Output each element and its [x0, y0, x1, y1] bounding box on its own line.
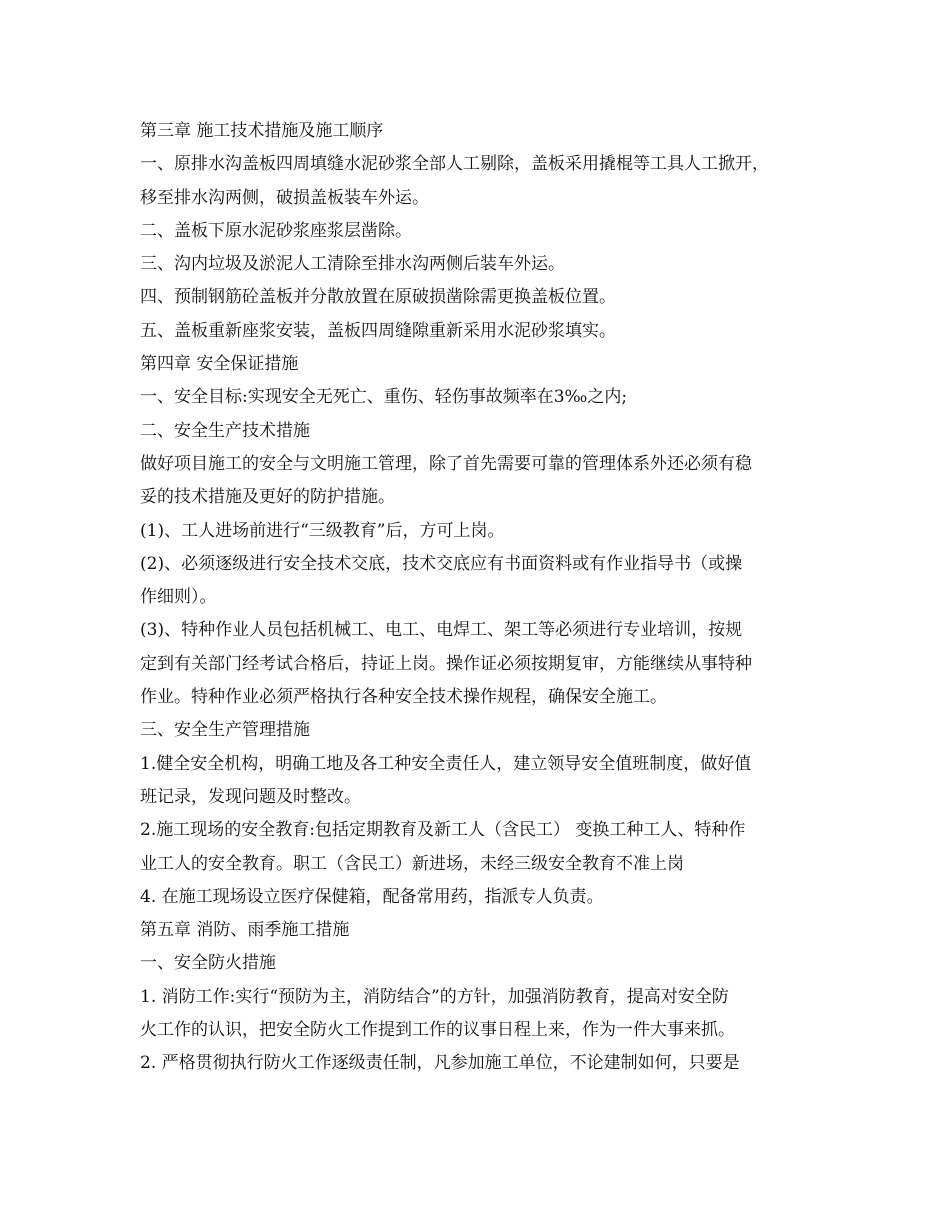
text-line: 作细则）。 — [140, 587, 217, 608]
text-line: 火工作的认识，把安全防火工作提到工作的议事日程上来，作为一件大事来抓。 — [140, 1020, 735, 1041]
text-line: 二、盖板下原水泥砂浆座浆层凿除。 — [140, 220, 412, 241]
text-line: 1. 消防工作:实行“预防为主，消防结合”的方针，加强消防教育，提高对安全防 — [140, 986, 729, 1007]
text-line: 2. 严格贯彻执行防火工作逐级责任制，凡参加施工单位，不论建制如何，只要是 — [140, 1053, 740, 1074]
text-line: 4. 在施工现场设立医疗保健箱，配备常用药，指派专人负责。 — [140, 886, 604, 907]
text-line: 妥的技术措施及更好的防护措施。 — [140, 487, 395, 508]
text-line: 四、预制钢筋砼盖板并分散放置在原破损凿除需更换盖板位置。 — [140, 287, 616, 308]
text-line: 二、安全生产技术措施 — [140, 420, 310, 441]
text-line: 定到有关部门经考试合格后，持证上岗。操作证必须按期复审，方能继续从事特种 — [140, 653, 752, 674]
text-line: 移至排水沟两侧，破损盖板装车外运。 — [140, 187, 429, 208]
text-line: 一、原排水沟盖板四周填缝水泥砂浆全部人工剔除，盖板采用撬棍等工具人工掀开， — [140, 154, 769, 175]
text-line: 1.健全安全机构，明确工地及各工种安全责任人，建立领导安全值班制度，做好值 — [140, 753, 752, 774]
text-line: 三、安全生产管理措施 — [140, 720, 310, 741]
text-line: 第四章 安全保证措施 — [140, 354, 299, 375]
text-line: (1)、工人进场前进行“三级教育”后，方可上岗。 — [140, 520, 505, 541]
text-line: 第五章 消防、雨季施工措施 — [140, 920, 350, 941]
text-line: (2)、必须逐级进行安全技术交底，技术交底应有书面资料或有作业指导书（或操 — [140, 553, 743, 574]
text-line: 五、盖板重新座浆安装，盖板四周缝隙重新采用水泥砂浆填实。 — [140, 320, 616, 341]
text-line: 作业。特种作业必须严格执行各种安全技术操作规程，确保安全施工。 — [140, 687, 667, 708]
text-line: (3)、特种作业人员包括机械工、电工、电焊工、架工等必须进行专业培训，按规 — [140, 620, 743, 641]
text-line: 三、沟内垃圾及淤泥人工清除至排水沟两侧后装车外运。 — [140, 254, 565, 275]
text-line: 业工人的安全教育。职工（含民工）新进场，未经三级安全教育不准上岗 — [140, 853, 684, 874]
text-line: 班记录，发现问题及时整改。 — [140, 786, 361, 807]
text-line: 一、安全防火措施 — [140, 953, 276, 974]
text-line: 第三章 施工技术措施及施工顺序 — [140, 121, 384, 141]
text-line: 一、安全目标:实现安全无死亡、重伤、轻伤事故频率在3‰之内; — [140, 387, 628, 408]
text-line: 做好项目施工的安全与文明施工管理，除了首先需要可靠的管理体系外还必须有稳 — [140, 453, 752, 474]
text-line: 2.施工现场的安全教育:包括定期教育及新工人（含民工） 变换工种工人、特种作 — [140, 820, 746, 841]
document-body — [140, 115, 830, 1081]
